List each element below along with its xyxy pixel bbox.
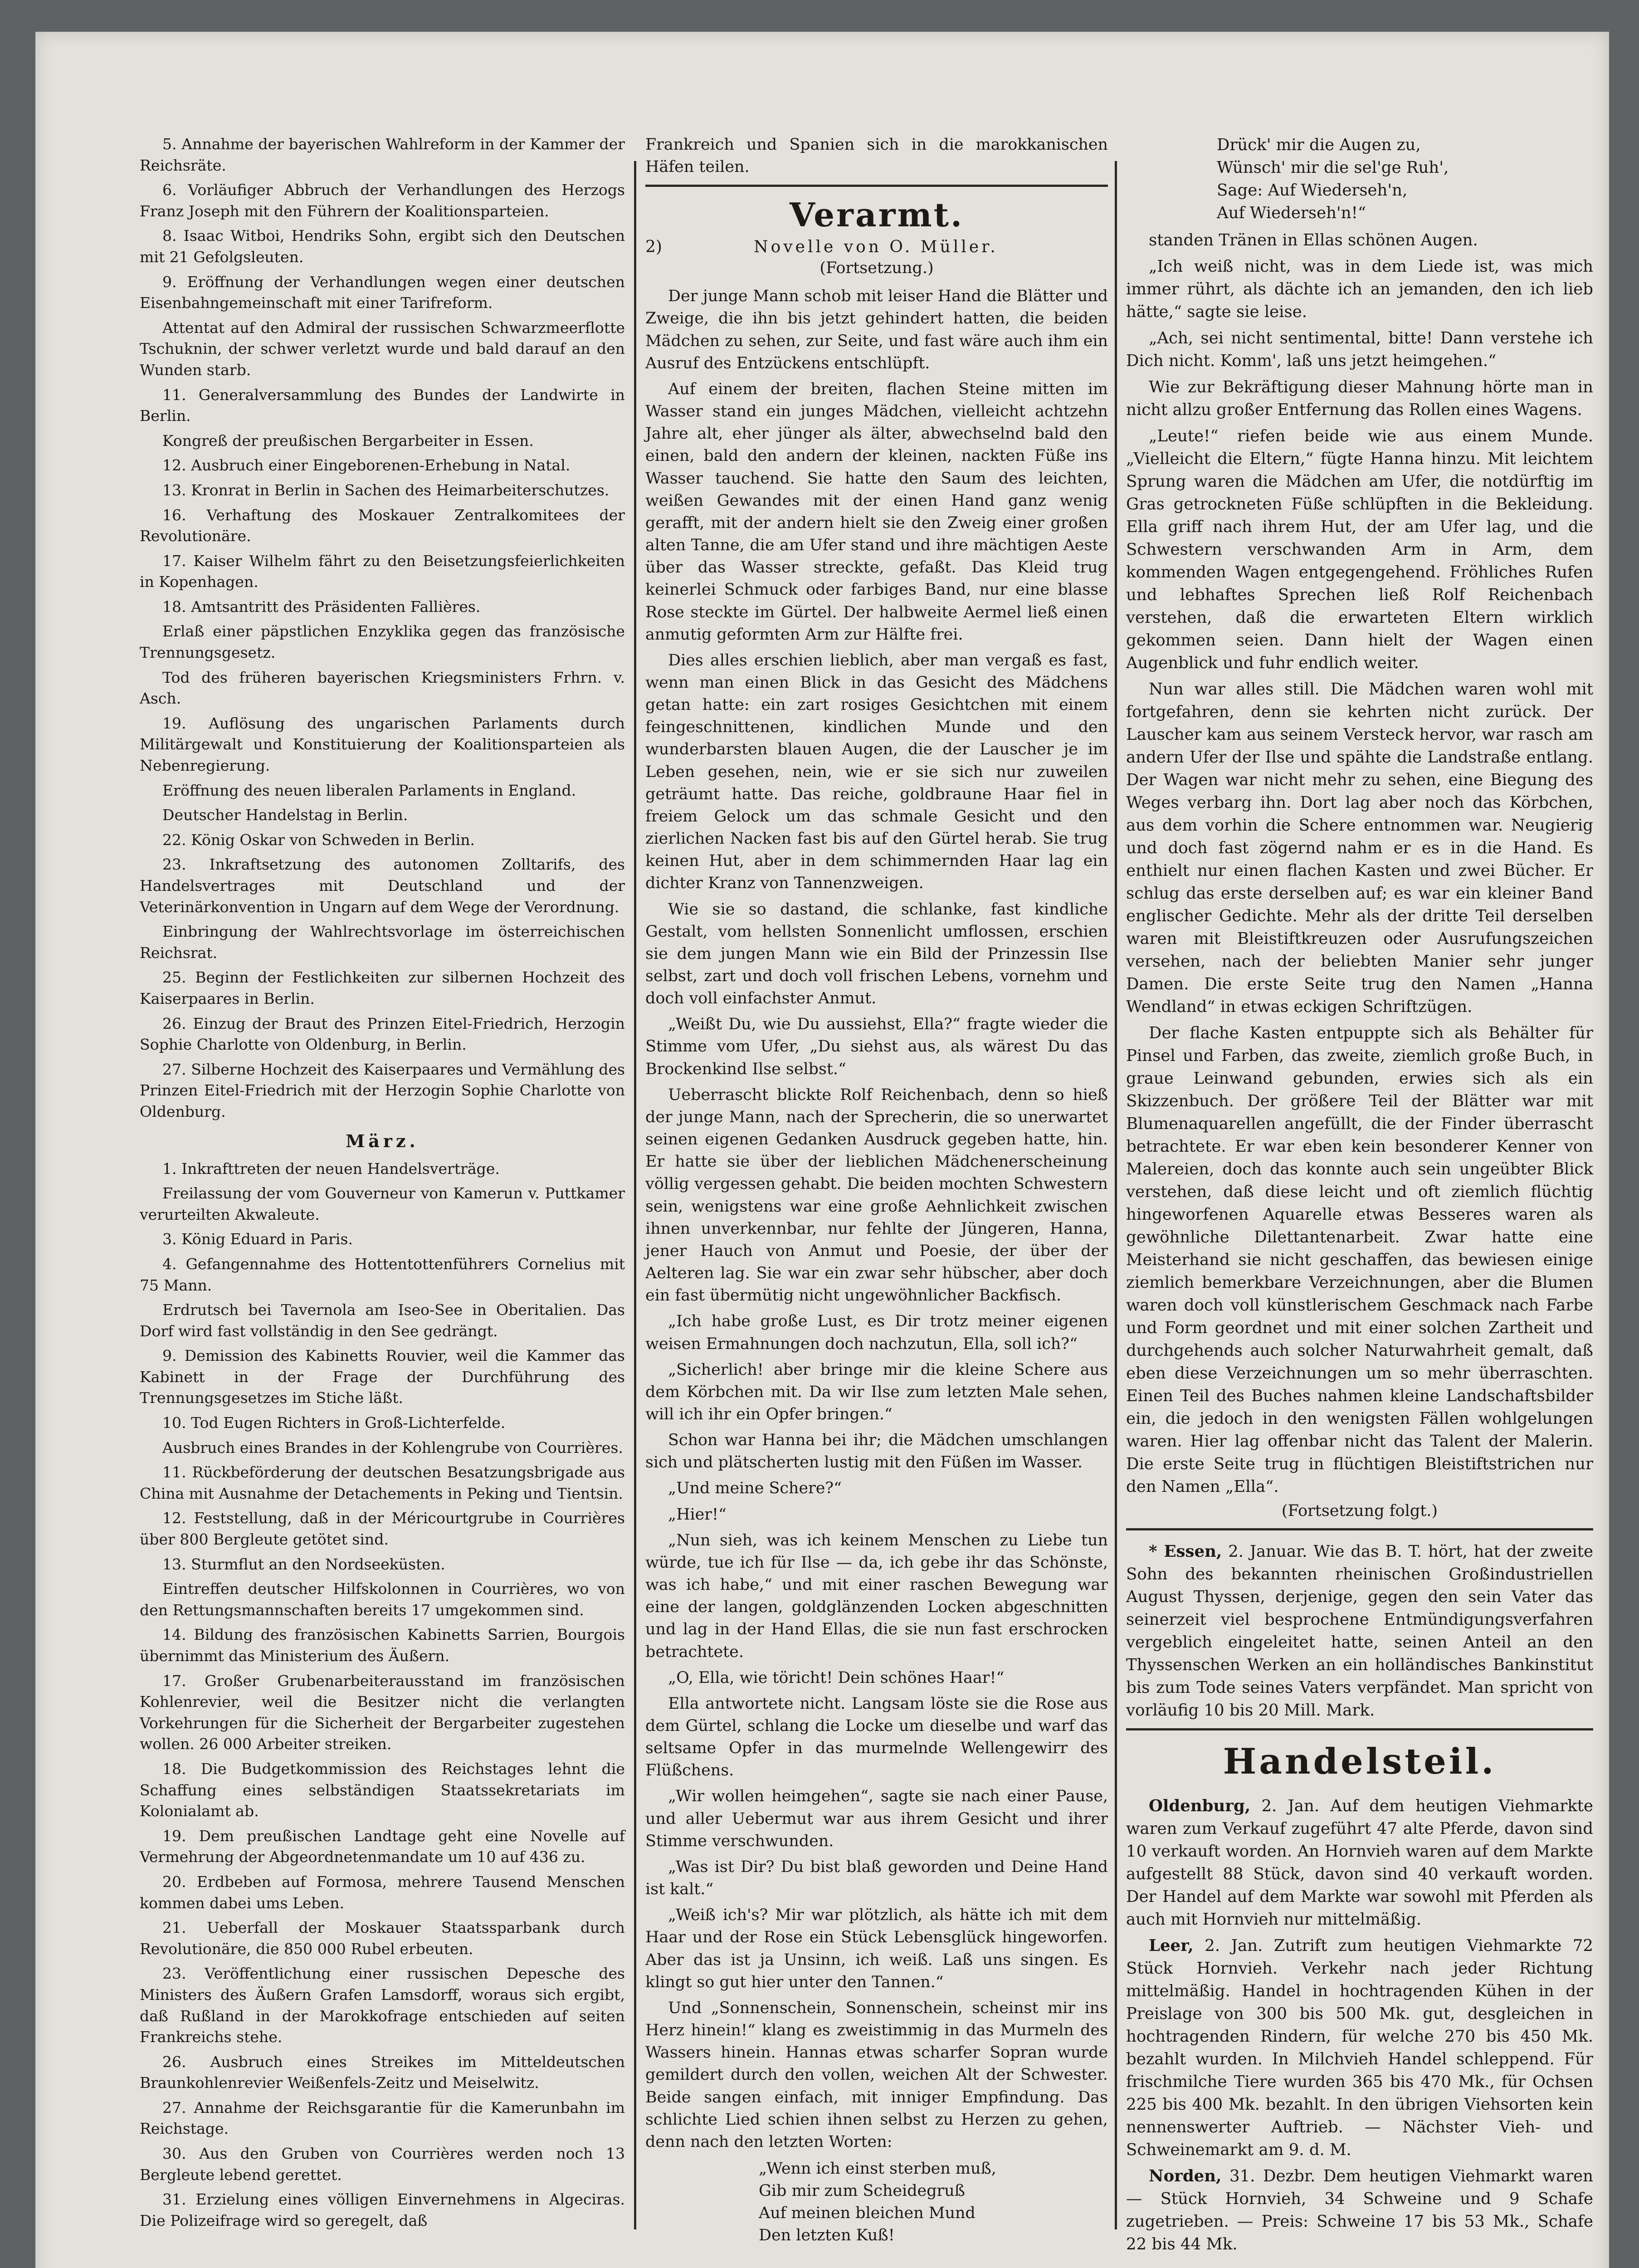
carryover-text: Frankreich und Spanien sich in die marokkanischen Häfen teilen.	[645, 136, 1108, 176]
story-paragraph: „Sicherlich! aber bringe mir die kleine Schere aus dem Körbchen mit. Da wir Ilse zum letzten Male sehen, will ich ihr ein Opfer bringen.“	[645, 1360, 1108, 1423]
story-paragraph: Dies alles erschien lieblich, aber man vergaß es fast, wenn man einen Blick in das Gesicht des Mädchens getan hatte: ein zart rosiges Gesichtchen mit einem feingeschnittenen, kindlichen Munde und den wunderbarsten blauen Augen, die der Lauscher je im Leben gesehen, nein, wie er sie sich nur zuweilen geträumt hatte. Das reiche, goldbraune Haar fiel in freiem Gelock um das schmale Gesicht und den zierlichen Nacken fast bis auf den Gürtel herab. Sie trug keinen Hut, aber in dem schimmernden Haar lag ein dichter Kranz von Tannenzweigen.	[645, 651, 1108, 893]
market-place: Oldenburg,	[1149, 1797, 1251, 1815]
song-verse	[759, 2158, 1108, 2247]
chronicle-entry: 3. König Eduard in Paris.	[162, 1230, 353, 1248]
news-essen-lead: * Essen,	[1149, 1542, 1222, 1561]
chronicle-entry: 27. Annahme der Reichsgarantie für die Kamerunbahn im Reichstage.	[140, 2098, 625, 2138]
chronicle-entry: 31. Erzielung eines völligen Einvernehmens in Algeciras. Die Polizeifrage wird so geregelt, daß	[140, 2190, 625, 2229]
chronicle-entry: 17. Großer Grubenarbeiterausstand im französischen Kohlenrevier, weil die Besitzer nicht die verlangten Vorkehrungen für die Sicherheit der Bergarbeiter zugestehen wollen. 26 000 Arbeiter streiken.	[140, 1672, 625, 1753]
chronicle-entry: Einbringung der Wahlrechtsvorlage im österreichischen Reichsrat.	[140, 923, 625, 962]
market-text: 2. Jan. Auf dem heutigen Viehmarkte waren zum Verkauf zugeführt 47 alte Pferde, davon sind 10 verkauft worden. An Hornvieh waren auf dem Markte aufgestellt 88 Stück, davon sind 40 verkauft worden. Der Handel auf dem Markte war sowohl mit Pferden als auch mit Hornvieh nur mittelmäßig.	[1126, 1797, 1593, 1929]
chronicle-entry: Ausbruch eines Brandes in der Kohlengrube von Courrières.	[162, 1438, 623, 1457]
section-rule	[1126, 1528, 1593, 1530]
story-paragraph: „Hier!“	[668, 1505, 727, 1524]
section-rule	[645, 185, 1108, 187]
chronicle-entry: 10. Tod Eugen Richters in Groß-Lichterfelde.	[162, 1414, 506, 1432]
verse-line: Sage: Auf Wiederseh'n,	[1217, 181, 1408, 200]
chronicle-entry: 20. Erdbeben auf Formosa, mehrere Tausend Menschen kommen dabei ums Leben.	[140, 1872, 625, 1912]
market-place: Leer,	[1149, 1936, 1194, 1955]
month-heading: März.	[346, 1130, 419, 1151]
chronicle-entry: 11. Generalversammlung des Bundes der Landwirte in Berlin.	[140, 386, 625, 425]
story-title: Verarmt.	[789, 196, 964, 235]
chronicle-entry: 26. Einzug der Braut des Prinzen Eitel-Friedrich, Herzogin Sophie Charlotte von Oldenburg, in Berlin.	[140, 1014, 625, 1054]
chronicle-entry: 19. Dem preußischen Landtage geht eine Novelle auf Vermehrung der Abgeordnetenmandate um 10 auf 436 zu.	[140, 1827, 625, 1866]
chronicle-entry: 18. Amtsantritt des Präsidenten Fallières.	[162, 597, 481, 616]
chronicle-entry: 21. Ueberfall der Moskauer Staatssparbank durch Revolutionäre, die 850 000 Rubel erbeuten.	[140, 1919, 625, 1958]
verse-line: Drück' mir die Augen zu,	[1217, 136, 1421, 154]
story-paragraph: „Weißt Du, wie Du aussiehst, Ella?“ fragte wieder die Stimme vom Ufer, „Du siehst aus, als wärest Du das Brockenkind Ilse selbst.“	[645, 1015, 1108, 1078]
chronicle-entry: Kongreß der preußischen Bergarbeiter in Essen.	[162, 431, 534, 450]
news-essen	[1126, 1540, 1593, 1722]
chronicle-entry: Eintreffen deutscher Hilfskolonnen in Courrières, wo von den Rettungsmannschaften bereits 17 umgekommen sind.	[140, 1580, 625, 1619]
chronicle-entry: Deutscher Handelstag in Berlin.	[162, 806, 408, 824]
chronicle-entry: 8. Isaac Witboi, Hendriks Sohn, ergibt sich den Deutschen mit 21 Gefolgsleuten.	[140, 227, 625, 266]
chronicle-entry: 5. Annahme der bayerischen Wahlreform in der Kammer der Reichsräte.	[140, 135, 625, 174]
story-paragraph: „O, Ella, wie töricht! Dein schönes Haar!“	[668, 1668, 1005, 1687]
chronicle-entry: Erlaß einer päpstlichen Enzyklika gegen das französische Trennungsgesetz.	[140, 622, 625, 662]
chronicle-entry: Attentat auf den Admiral der russischen Schwarzmeerflotte Tschuknin, der schwer verletzt wurde und bald darauf an den Wunden starb.	[140, 318, 625, 379]
market-report	[1126, 1795, 1593, 1931]
chronicle-entry: 9. Eröffnung der Verhandlungen wegen einer deutschen Eisenbahngemeinschaft mit einer Tarifreform.	[140, 273, 625, 312]
chronicle-entry: 25. Beginn der Festlichkeiten zur silbernen Hochzeit des Kaiserpaares in Berlin.	[140, 968, 625, 1007]
story-continuation: (Fortsetzung.)	[820, 259, 934, 278]
chronicle-entry: 17. Kaiser Wilhelm fährt zu den Beisetzungsfeierlichkeiten in Kopenhagen.	[140, 552, 625, 591]
story-paragraph: „Ich weiß nicht, was in dem Liede ist, was mich immer rührt, als dächte ich an jemanden, den ich lieb hätte,“ sagte sie leise.	[1126, 257, 1593, 321]
story-paragraph: Ueberrascht blickte Rolf Reichenbach, denn so hieß der junge Mann, nach der Sprecherin, die so unerwartet seinen eigenen Gedanken Ausdruck gegeben hatte, hin. Er hatte sie über der lieblichen Mädchenerscheinung völlig vergessen gehabt. Die beiden mochten Schwestern sein, wenigstens war eine große Aehnlichkeit zwischen ihnen unverkennbar, nur fehlte der Jüngeren, Hanna, jener Hauch von Anmut und Poesie, der über der Aelteren lag. Sie war ein zwar sehr hübscher, aber doch ein fast übermütig nicht ungewöhnlicher Backfisch.	[645, 1085, 1108, 1305]
story-paragraph: „Und meine Schere?“	[668, 1479, 842, 1498]
story-paragraph: Wie sie so dastand, die schlanke, fast kindliche Gestalt, vom hellsten Sonnenlicht umflossen, erschien sie dem jungen Mann wie ein Bild der Prinzessin Ilse selbst, zart und doch voll frischen Lebens, vornehm und doch voll einfachster Anmut.	[645, 900, 1108, 1008]
chronicle-entry: Freilassung der vom Gouverneur von Kamerun v. Puttkamer verurteilten Akwaleute.	[140, 1184, 625, 1223]
story-paragraph: „Weiß ich's? Mir war plötzlich, als hätte ich mit dem Haar und der Rose ein Stück Lebensglück hingeworfen. Aber das ist ja Unsinn, ich weiß. Laß uns singen. Es klingt so gut hier unter den Tannen.“	[645, 1906, 1108, 1991]
chronicle-march-list	[140, 1158, 625, 2232]
chronicle-entry: 1. Inkrafttreten der neuen Handelsverträge.	[162, 1159, 500, 1178]
chronicle-entry: 4. Gefangennahme des Hottentottenführers Cornelius mit 75 Mann.	[140, 1255, 625, 1294]
story-paragraph: Wie zur Bekräftigung dieser Mahnung hörte man in nicht allzu großer Entfernung das Rollen eines Wagens.	[1126, 378, 1593, 419]
commerce-heading: Handelsteil.	[1223, 1741, 1497, 1782]
market-report	[1126, 1935, 1593, 2161]
verse-line: Den letzten Kuß!	[759, 2226, 895, 2245]
chronicle-entry: 16. Verhaftung des Moskauer Zentralkomitees der Revolutionäre.	[140, 506, 625, 545]
chronicle-entry: 26. Ausbruch eines Streikes im Mitteldeutschen Braunkohlenrevier Weißenfels-Zeitz und Meiselwitz.	[140, 2053, 625, 2092]
chronicle-entry: 12. Ausbruch einer Eingeborenen-Erhebung in Natal.	[162, 456, 571, 474]
story-paragraph: „Leute!“ riefen beide wie aus einem Munde. „Vielleicht die Eltern,“ fügte Hanna hinzu. Mit leichtem Sprung waren die Mädchen am Ufer, die notdürftig im Gras getrockneten Füße schlüpften in die Bekleidung. Ella griff nach ihrem Hut, der am Ufer lag, und die Schwestern verschwanden Arm in Arm, dem kommenden Wagen entgegengehend. Fröhliches Rufen und lebhaftes Sprechen ließ Rolf Reichenbach verstehen, daß die erwarteten Eltern wirklich gekommen seien. Dann hielt der Wagen einen Augenblick und fuhr endlich weiter.	[1126, 427, 1593, 672]
chronicle-entry: 6. Vorläufiger Abbruch der Verhandlungen des Herzogs Franz Joseph mit den Führern der Koalitionsparteien.	[140, 181, 625, 220]
chronicle-entry: 9. Demission des Kabinetts Rouvier, weil die Kammer das Kabinett in der Frage der Durchführung des Trennungsgesetzes im Stiche läßt.	[140, 1347, 625, 1407]
story-paragraph: „Was ist Dir? Du bist blaß geworden und Deine Hand ist kalt.“	[645, 1857, 1108, 1899]
newspaper-page	[35, 32, 1609, 2268]
chronicle-entry: Erdrutsch bei Tavernola am Iseo-See in Oberitalien. Das Dorf wird fast vollständig in den See gedrängt.	[140, 1301, 625, 1340]
chronicle-entry: 13. Kronrat in Berlin in Sachen des Heimarbeiterschutzes.	[162, 481, 610, 499]
chronicle-entry: 18. Die Budgetkommission des Reichstages lehnt die Schaffung eines selbständigen Staatssekretariats im Kolonialamt ab.	[140, 1760, 625, 1820]
chronicle-february-list	[140, 134, 625, 1123]
chronicle-entry: 19. Auflösung des ungarischen Parlaments durch Militärgewalt und Konstituierung der Koalitionsparteien als Nebenregierung.	[140, 714, 625, 775]
verse-line: Auf Wiederseh'n!“	[1217, 204, 1366, 222]
verse-line: Auf meinen bleichen Mund	[759, 2204, 976, 2223]
chronicle-entry: 13. Sturmflut an den Nordseeküsten.	[162, 1555, 445, 1573]
story-paragraph: Und „Sonnenschein, Sonnenschein, scheinst mir ins Herz hinein!“ klang es zweistimmig in das Murmeln des Wassers hinein. Hannas etwas scharfer Sopran wurde gemildert durch den vollen, weichen Alt der Schwester. Beide sangen einfach, mit inniger Empfindung. Das schlichte Lied schien ihnen selbst zu Herzen zu gehen, denn nach den letzten Worten:	[645, 1999, 1108, 2151]
story-paragraph: Der junge Mann schob mit leiser Hand die Blätter und Zweige, die ihn bis jetzt gehindert hatten, die beiden Mädchen zu sehen, zur Seite, und fast wäre auch ihm ein Ausruf des Entzückens entschlüpft.	[645, 287, 1108, 372]
story-paragraph: „Nun sieh, was ich keinem Menschen zu Liebe tun würde, tue ich für Ilse — da, ich gebe ihr das Schönste, was ich habe,“ und mit einer raschen Bewegung war eine der langen, goldglänzenden Locken abgeschnitten und lag in der Hand Ellas, die sie nun fast erschrocken betrachtete.	[645, 1531, 1108, 1661]
chronicle-entry: Tod des früheren bayerischen Kriegsministers Frhrn. v. Asch.	[140, 668, 625, 708]
story-paragraph: Der flache Kasten entpuppte sich als Behälter für Pinsel und Farben, das zweite, ziemlich große Buch, in graue Leinwand gebunden, erwies sich als ein Skizzenbuch. Der größere Teil der Blätter war mit Blumenaquarellen angefüllt, die der Finder überrascht betrachtete. Er war eben kein besonderer Kenner von Malereien, doch das konnte auch sein ungeübter Blick verstehen, daß diese leicht und oft ziemlich flüchtig hingeworfenen Aquarelle etwas Besseres waren als gewöhnliche Dilettantenarbeit. Zwar hatte eine Meisterhand sie nicht geschaffen, das bewiesen einige ziemlich bemerkbare Verzeichnungen, aber die Blumen waren doch voll künstlerischem Geschmack nach Farbe und Form geordnet und mit einer solchen Zartheit und durchgehends auch solcher Naturwahrheit gemalt, daß eben diese Verzeichnungen um so mehr überraschten. Einen Teil des Buches nahmen kleine Landschaftsbilder ein, die jedoch in den wenigsten Fällen wohlgelungen waren. Hier lag offenbar nicht das Talent der Malerin. Die erste Seite trug in flüchtigen Bleistiftstrichen nur den Namen „Ella“.	[1126, 1024, 1593, 1496]
story-paragraph: „Wir wollen heimgehen“, sagte sie nach einer Pause, und aller Uebermut war aus ihrem Gesicht und ihrer Stimme verschwunden.	[645, 1787, 1108, 1850]
story-number: 2)	[645, 238, 662, 257]
story-paragraph: Auf einem der breiten, flachen Steine mitten im Wasser stand ein junges Mädchen, vielleicht achtzehn Jahre alt, eher jünger als älter, abwechselnd bald den einen, bald den andern der kleinen, nackten Füße ins Wasser tauchend. Sie hatte den Saum des leichten, weißen Gewandes mit der einen Hand ganz wenig gerafft, mit der andern hielt sie den Zweig einer großen alten Tanne, die am Ufer stand und ihre mächtigen Aeste über das Wasser streckte, gefaßt. Das Kleid trug keinerlei Schmuck oder farbiges Band, nur eine blasse Rose steckte im Gürtel. Der halbweite Aermel ließ einen anmutig geformten Arm zur Hälfte frei.	[645, 380, 1108, 644]
story-body	[645, 285, 1108, 2153]
story-paragraph: „Ach, sei nicht sentimental, bitte! Dann verstehe ich Dich nicht. Komm', laß uns jetzt heimgehen.“	[1126, 329, 1593, 370]
chronicle-entry: 11. Rückbeförderung der deutschen Besatzungsbrigade aus China mit Ausnahme der Detachements in Peking und Tientsin.	[140, 1463, 625, 1502]
right-column	[1126, 134, 1593, 2259]
market-reports	[1126, 1795, 1593, 2256]
story-paragraph: Schon war Hanna bei ihr; die Mädchen umschlangen sich und plätscherten lustig mit den Füßen im Wasser.	[645, 1431, 1108, 1472]
story-note: (Fortsetzung folgt.)	[1281, 1502, 1438, 1520]
chronicle-entry: 22. König Oskar von Schweden in Berlin.	[162, 831, 475, 849]
story-paragraph: „Ich habe große Lust, es Dir trotz meiner eigenen weisen Ermahnungen doch nachzutun, Ella, soll ich?“	[645, 1312, 1108, 1353]
chronicle-entry: 12. Feststellung, daß in der Méricourtgrube in Courrières über 800 Bergleute getötet sind.	[140, 1509, 625, 1549]
verse-line: Gib mir zum Scheidegruß	[759, 2182, 965, 2200]
verse-line: Wünsch' mir die sel'ge Ruh',	[1217, 158, 1449, 177]
story-author: Novelle von O. Müller.	[754, 238, 998, 257]
story-byline	[645, 238, 1108, 256]
song-verse-continued	[1217, 134, 1593, 225]
chronicle-entry: 23. Veröffentlichung einer russischen Depesche des Ministers des Äußern Grafen Lamsdorff, woraus sich ergibt, daß Rußland in der Marokkofrage entschieden auf seiten Frankreichs stehe.	[140, 1965, 625, 2046]
market-place: Norden,	[1149, 2167, 1222, 2185]
novella-column	[645, 134, 1108, 2252]
column-rule	[1115, 161, 1117, 2229]
chronicle-entry: 30. Aus den Gruben von Courrières werden noch 13 Bergleute lebend gerettet.	[140, 2145, 625, 2184]
story-paragraph: standen Tränen in Ellas schönen Augen.	[1149, 231, 1478, 249]
market-text: 2. Jan. Zutrift zum heutigen Viehmarkte 72 Stück Hornvieh. Verkehr nach jeder Richtung mittelmäßig. Handel in hochtragenden Kühen in der Preislage von 300 bis 500 Mk. gut, desgleichen in hochtragenden Rindern, für welche 270 bis 450 Mk. bezahlt wurden. In Milchvieh Handel schleppend. Für frischmilche Tiere wurden 365 bis 470 Mk., für Ochsen 225 bis 400 Mk. bezahlt. In den übrigen Viehsorten kein nennenswerter Auftrieb. — Nächster Vieh- und Schweinemarkt am 9. d. M.	[1126, 1936, 1593, 2159]
story-paragraph: Ella antwortete nicht. Langsam löste sie die Rose aus dem Gürtel, schlang die Locke um dieselbe und warf das seltsame Opfer in das murmelnde Wellengewirr des Flüßchens.	[645, 1694, 1108, 1780]
news-essen-text: 2. Januar. Wie das B. T. hört, hat der zweite Sohn des bekannten rheinischen Großindustriellen August Thyssen, derjenige, gegen den sein Vater das seinerzeit viel besprochene Entmündigungsverfahren vergeblich eingeleitet hatte, seinen Anteil an den Thyssenschen Werken an ein holländisches Bankinstitut bis zum Tode seines Vaters verpfändet. Man spricht von vorläufig 10 bis 20 Mill. Mark.	[1126, 1542, 1593, 1720]
section-rule	[1126, 1728, 1593, 1730]
chronicle-entry: 23. Inkraftsetzung des autonomen Zolltarifs, des Handelsvertrages mit Deutschland und der Veterinärkonvention in Ungarn auf dem Wege der Verordnung.	[140, 855, 625, 916]
story-paragraph: Nun war alles still. Die Mädchen waren wohl mit fortgefahren, denn sie kehrten nicht zurück. Der Lauscher kam aus seinem Versteck hervor, war rasch am andern Ufer der Ilse und spähte die Landstraße entlang. Der Wagen war nicht mehr zu sehen, eine Biegung des Weges verbarg ihn. Dort lag aber noch das Körbchen, aus dem vorhin die Schere entnommen war. Neugierig und doch fast zögernd nahm er es in die Hand. Es enthielt nur einen flachen Kasten und zwei Bücher. Er schlug das erste derselben auf; es war ein kleiner Band englischer Gedichte. Mehr als der dritte Teil derselben waren mit Bleistiftkreuzen oder Ausrufungszeichen versehen, nach der beliebten Manier sehr junger Damen. Die erste Seite trug den Namen „Hanna Wendland“ in etwas eckigen Schriftzügen.	[1126, 680, 1593, 1016]
chronicle-column	[140, 134, 625, 2235]
verse-line: „Wenn ich einst sterben muß,	[759, 2159, 996, 2178]
chronicle-entry: Eröffnung des neuen liberalen Parlaments in England.	[162, 781, 576, 799]
chronicle-entry: 14. Bildung des französischen Kabinetts Sarrien, Bourgois übernimmt das Ministerium des Äußern.	[140, 1626, 625, 1665]
market-report	[1126, 2165, 1593, 2256]
chronicle-entry: 27. Silberne Hochzeit des Kaiserpaares und Vermählung des Prinzen Eitel-Friedrich mit der Herzogin Sophie Charlotte von Oldenburg.	[140, 1060, 625, 1120]
story-body-continued	[1126, 229, 1593, 1498]
column-rule	[634, 161, 636, 2229]
market-text: 31. Dezbr. Dem heutigen Viehmarkt waren — Stück Hornvieh, 34 Schweine und 9 Schafe zugetrieben. — Preis: Schweine 17 bis 53 Mk., Schafe 22 bis 44 Mk.	[1126, 2167, 1593, 2253]
